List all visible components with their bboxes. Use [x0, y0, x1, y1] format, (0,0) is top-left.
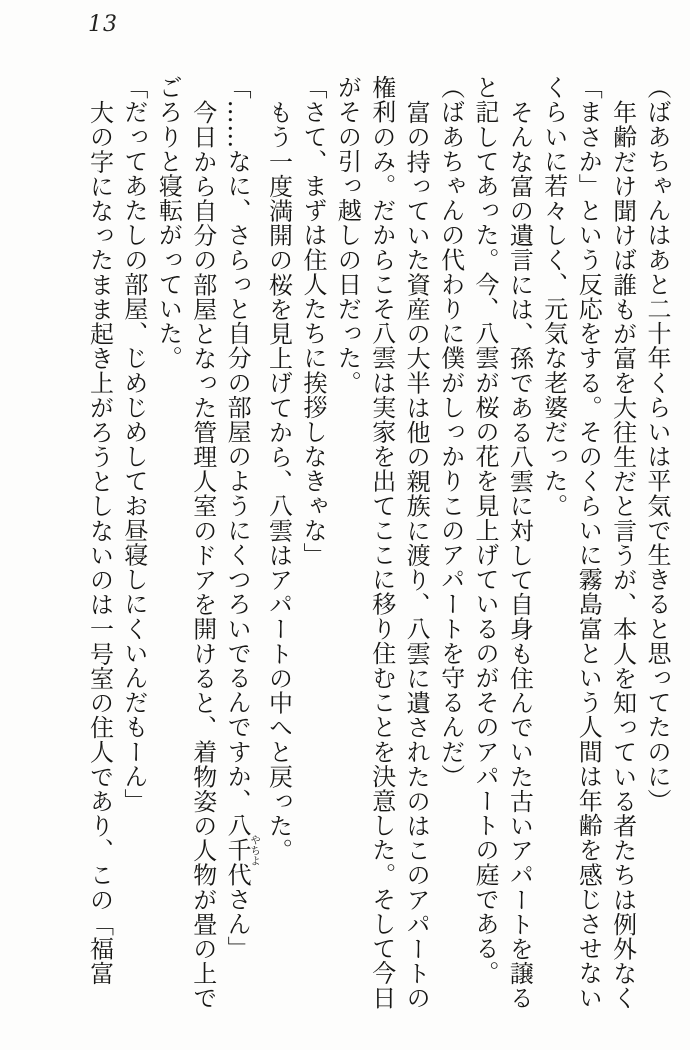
ruby-base-text: 八千代 [223, 813, 252, 887]
paragraph-thought-protect: （ばあちゃんの代わりに僕がしっかりこのアパートを守るんだ） [436, 75, 465, 789]
paragraph-thought-grandma: （ばあちゃんはあと二十年くらいは平気で生きると思ってたのに） [643, 75, 671, 813]
paragraph-inheritance: 富の持っていた資産の大半は他の親族に渡り、八雲に遺されたのはこのアパートの権利のみ。だからこそ八雲は実家を出てここに移り住むことを決意した。そして今日がその引っ越しの日だった。 [333, 75, 431, 1010]
text-block [82, 75, 674, 1017]
paragraph-age-description: 年齢だけ聞けば誰もが富を大往生だと言うが、本人を知っている者たちは例外なく「まさか」という反応をする。そのくらいに霧島富という人間は年齢を感じさせないくらいに若々しく、元気な老婆だった。 [539, 75, 637, 1010]
paragraph-dialogue-nap: 「だってあたしの部屋、じめじめしてお昼寝しにくいんだもーん」 [119, 75, 148, 813]
paragraph-will-apartment: そんな富の遺言には、孫である八雲に対して自身も住んでいた古いアパートを譲ると記してあった。今、八雲が桜の花を見上げているのがそのアパートの庭である。 [470, 75, 534, 1010]
paragraph-caretaker-room: 今日から自分の部屋となった管理人室のドアを開けると、着物姿の人物が畳の上でごろりと寝転がっていた。 [154, 75, 217, 1010]
page-number: 13 [88, 12, 118, 37]
ruby-furigana-text: やちよ [249, 813, 262, 887]
paragraph-dialogue-greeting: 「さて、まずは住人たちに挨拶しなきゃな」 [298, 75, 327, 567]
paragraph-resident-intro: 大の字になったまま起き上がろうとしないのは一号室の住人であり、この「福富 [85, 99, 114, 986]
ruby-yachiyo [223, 813, 262, 887]
paragraph-dialogue-yachiyo [220, 75, 261, 1017]
dialogue-pre-text: 「……なに、さらっと自分の部屋のようにくつろいでるんですか、 [223, 75, 252, 813]
paragraph-return-inside: もう一度満開の桜を見上げてから、八雲はアパートの中へと戻った。 [264, 99, 293, 863]
dialogue-post-text: さん」 [223, 886, 252, 961]
